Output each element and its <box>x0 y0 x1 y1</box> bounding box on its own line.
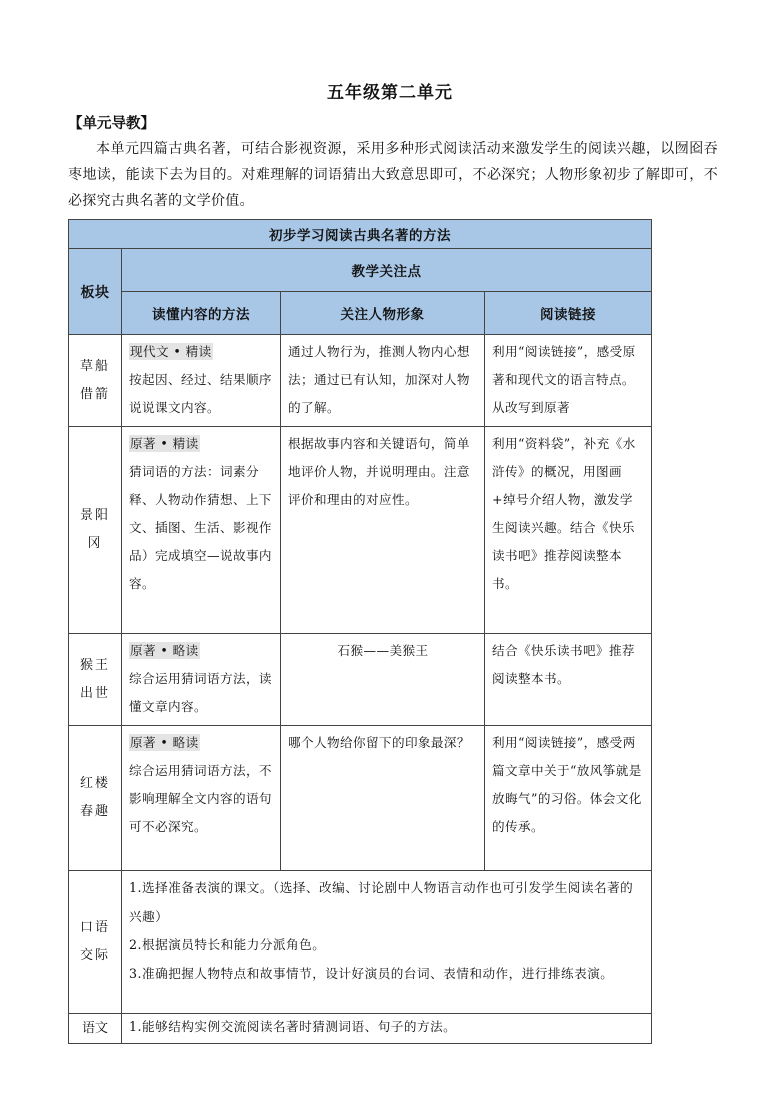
link-cell: 利用“资料袋”，补充《水浒传》的概况，用图画+绰号介绍人物，激发学生阅读兴趣。结合《快乐读书吧》推荐阅读整本书。 <box>485 427 652 634</box>
reading-type-tag: 现代文 • 精读 <box>130 344 212 359</box>
column-group-header: 教学关注点 <box>122 249 652 292</box>
column-header-plate: 板块 <box>69 249 122 335</box>
reading-type-tag: 原著 • 精读 <box>130 436 199 451</box>
method-cell <box>122 726 281 871</box>
row-plate-name: 景阳冈 <box>69 427 122 634</box>
table-row <box>69 871 652 1014</box>
table-row <box>69 335 652 427</box>
oral-item: 1.选择准备表演的课文。（选择、改编、讨论剧中人物语言动作也可引发学生阅读名著的兴趣） <box>129 880 634 924</box>
page-title: 五年级第二单元 <box>327 83 453 103</box>
row-plate-name: 语文 <box>69 1014 122 1044</box>
intro-paragraph: 本单元四篇古典名著，可结合影视资源，采用多种形式阅读活动来激发学生的阅读兴趣，以囫囵吞枣地读，能读下去为目的。对难理解的词语猜出大致意思即可，不必深究；人物形象初步了解即可，不必探究古典名著的文学价值。 <box>68 141 718 209</box>
method-text: 综合运用猜词语方法，读懂文章内容。 <box>129 671 272 714</box>
yuwen-cell: 1.能够结构实例交流阅读名著时猜测词语、句子的方法。 <box>122 1014 652 1044</box>
table-row <box>69 634 652 726</box>
character-cell: 通过人物行为，推测人物内心想法；通过已有认知，加深对人物的了解。 <box>281 335 485 427</box>
row-plate-name: 口语交际 <box>69 871 122 1014</box>
oral-communication-cell <box>122 871 652 1014</box>
table-row <box>69 427 652 634</box>
method-text: 综合运用猜词语方法，不影响理解全文内容的语句可不必深究。 <box>129 763 272 834</box>
section-label: 【单元导教】 <box>68 116 155 132</box>
column-header-character: 关注人物形象 <box>281 292 485 335</box>
character-cell: 石猴——美猴王 <box>281 634 485 726</box>
reading-type-tag: 原著 • 略读 <box>130 735 199 750</box>
method-cell <box>122 634 281 726</box>
method-text: 猜词语的方法：词素分释、人物动作猜想、上下文、插图、生活、影视作品）完成填空—说故事内容。 <box>129 464 272 591</box>
character-cell: 哪个人物给你留下的印象最深？ <box>281 726 485 871</box>
table-main-header: 初步学习阅读古典名著的方法 <box>69 220 652 249</box>
table-row <box>69 726 652 871</box>
character-cell: 根据故事内容和关键语句，简单地评价人物，并说明理由。注意评价和理由的对应性。 <box>281 427 485 634</box>
method-table <box>68 219 652 1044</box>
row-plate-name: 猴王出世 <box>69 634 122 726</box>
method-cell <box>122 427 281 634</box>
method-text: 按起因、经过、结果顺序说说课文内容。 <box>129 372 272 415</box>
oral-item: 3.准确把握人物特点和故事情节，设计好演员的台词、表情和动作，进行排练表演。 <box>129 965 614 981</box>
row-plate-name: 红楼春趣 <box>69 726 122 871</box>
link-cell: 利用“阅读链接”，感受两篇文章中关于“放风筝就是放晦气”的习俗。体会文化的传承。 <box>485 726 652 871</box>
column-header-method: 读懂内容的方法 <box>122 292 281 335</box>
table-row <box>69 1014 652 1044</box>
column-header-link: 阅读链接 <box>485 292 652 335</box>
reading-type-tag: 原著 • 略读 <box>130 643 199 658</box>
row-plate-name: 草船借箭 <box>69 335 122 427</box>
method-cell <box>122 335 281 427</box>
link-cell: 结合《快乐读书吧》推荐阅读整本书。 <box>485 634 652 726</box>
oral-item: 2.根据演员特长和能力分派角色。 <box>129 937 326 952</box>
link-cell: 利用“阅读链接”，感受原著和现代文的语言特点。从改写到原著 <box>485 335 652 427</box>
